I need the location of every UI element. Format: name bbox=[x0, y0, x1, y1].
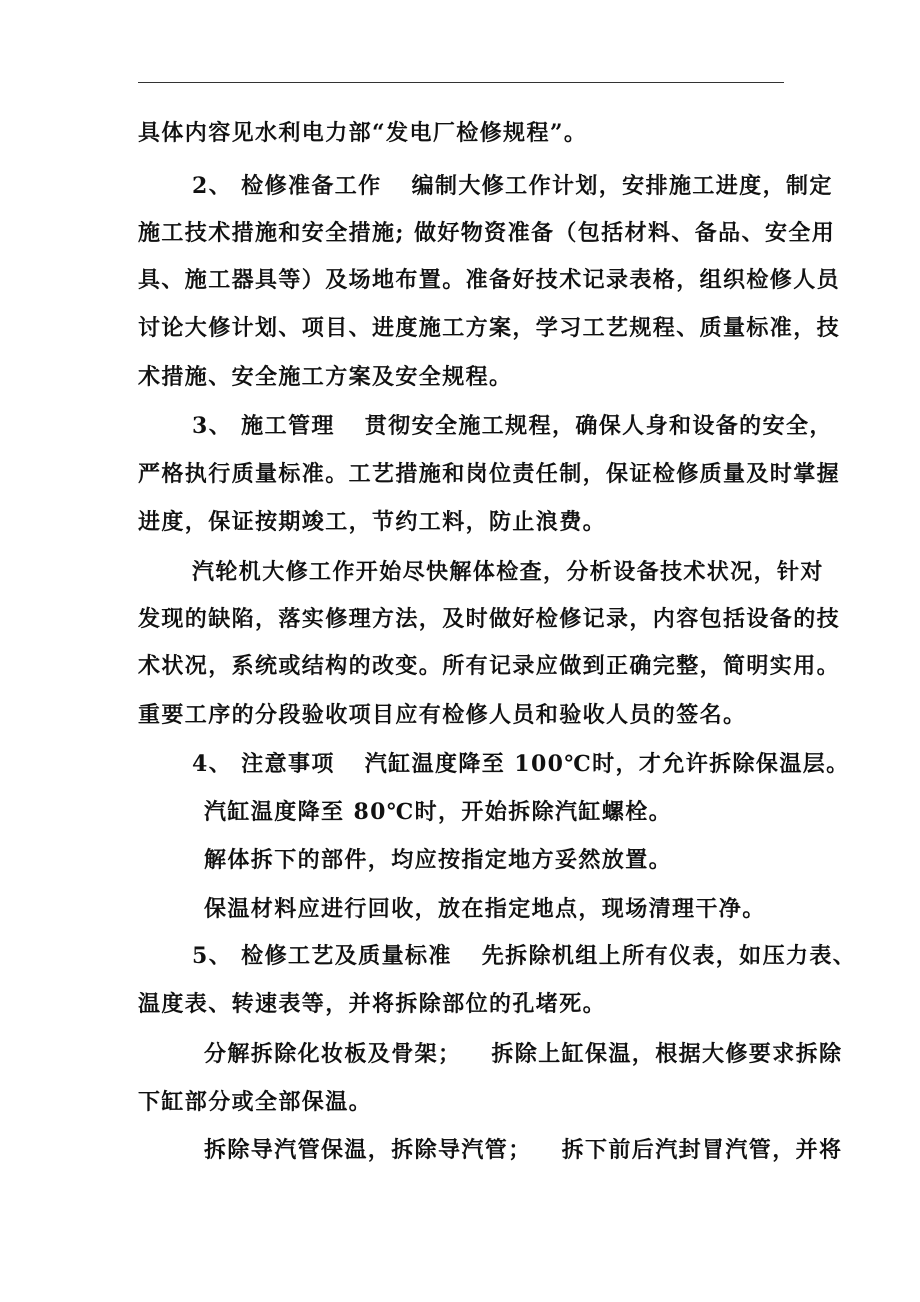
text-line: 3、 施工管理 贯彻安全施工规程，确保人身和设备的安全， bbox=[192, 413, 833, 439]
text-line: 术状况，系统或结构的改变。所有记录应做到正确完整，简明实用。 bbox=[138, 653, 841, 679]
text-line: 保温材料应进行回收，放在指定地点，现场清理干净。 bbox=[204, 896, 766, 922]
text-line: 发现的缺陷，落实修理方法，及时做好检修记录，内容包括设备的技 bbox=[138, 606, 841, 632]
section-heading: 检修准备工作 bbox=[241, 173, 382, 199]
text-line: 汽轮机大修工作开始尽快解体检查，分析设备技术状况，针对 bbox=[192, 559, 824, 585]
text-line: 温度表、转速表等，并将拆除部位的孔堵死。 bbox=[138, 991, 607, 1017]
text-line: 5、 检修工艺及质量标准 先拆除机组上所有仪表，如压力表、 bbox=[192, 943, 857, 969]
text-line: 施工技术措施和安全措施; 做好物资准备（包括材料、备品、安全用 bbox=[138, 220, 836, 246]
text-line: 解体拆下的部件，均应按指定地方妥然放置。 bbox=[204, 847, 673, 873]
text-line: 2、 检修准备工作 编制大修工作计划，安排施工进度，制定 bbox=[192, 173, 833, 199]
section-heading: 注意事项 bbox=[241, 751, 335, 777]
section-number: 2、 bbox=[192, 173, 233, 199]
section-number: 3、 bbox=[192, 413, 233, 439]
text-line: 具、施工器具等）及场地布置。准备好技术记录表格，组织检修人员 bbox=[138, 267, 841, 293]
text-line: 分解拆除化妆板及骨架； 拆除上缸保温，根据大修要求拆除 bbox=[204, 1041, 843, 1067]
text-line: 进度，保证按期竣工，节约工料，防止浪费。 bbox=[138, 509, 607, 535]
text-line: 汽缸温度降至 80℃时，开始拆除汽缸螺栓。 bbox=[204, 799, 673, 825]
text-line: 重要工序的分段验收项目应有检修人员和验收人员的签名。 bbox=[138, 702, 747, 728]
header-rule bbox=[138, 82, 784, 83]
text-line: 拆除导汽管保温，拆除导汽管； 拆下前后汽封冒汽管，并将 bbox=[204, 1137, 843, 1163]
section-number: 4、 bbox=[192, 751, 233, 777]
text-line: 下缸部分或全部保温。 bbox=[138, 1089, 373, 1115]
text-line: 4、 注意事项 汽缸温度降至 100℃时，才允许拆除保温层。 bbox=[192, 751, 850, 777]
text-line: 讨论大修计划、项目、进度施工方案，学习工艺规程、质量标准，技 bbox=[138, 315, 841, 341]
section-heading: 施工管理 bbox=[241, 413, 335, 439]
section-number: 5、 bbox=[192, 943, 233, 969]
section-heading: 检修工艺及质量标准 bbox=[241, 943, 452, 969]
text-line: 具体内容见水利电力部“发电厂检修规程”。 bbox=[138, 120, 588, 146]
text-line: 术措施、安全施工方案及安全规程。 bbox=[138, 364, 513, 390]
text-line: 严格执行质量标准。工艺措施和岗位责任制，保证检修质量及时掌握 bbox=[138, 461, 841, 487]
